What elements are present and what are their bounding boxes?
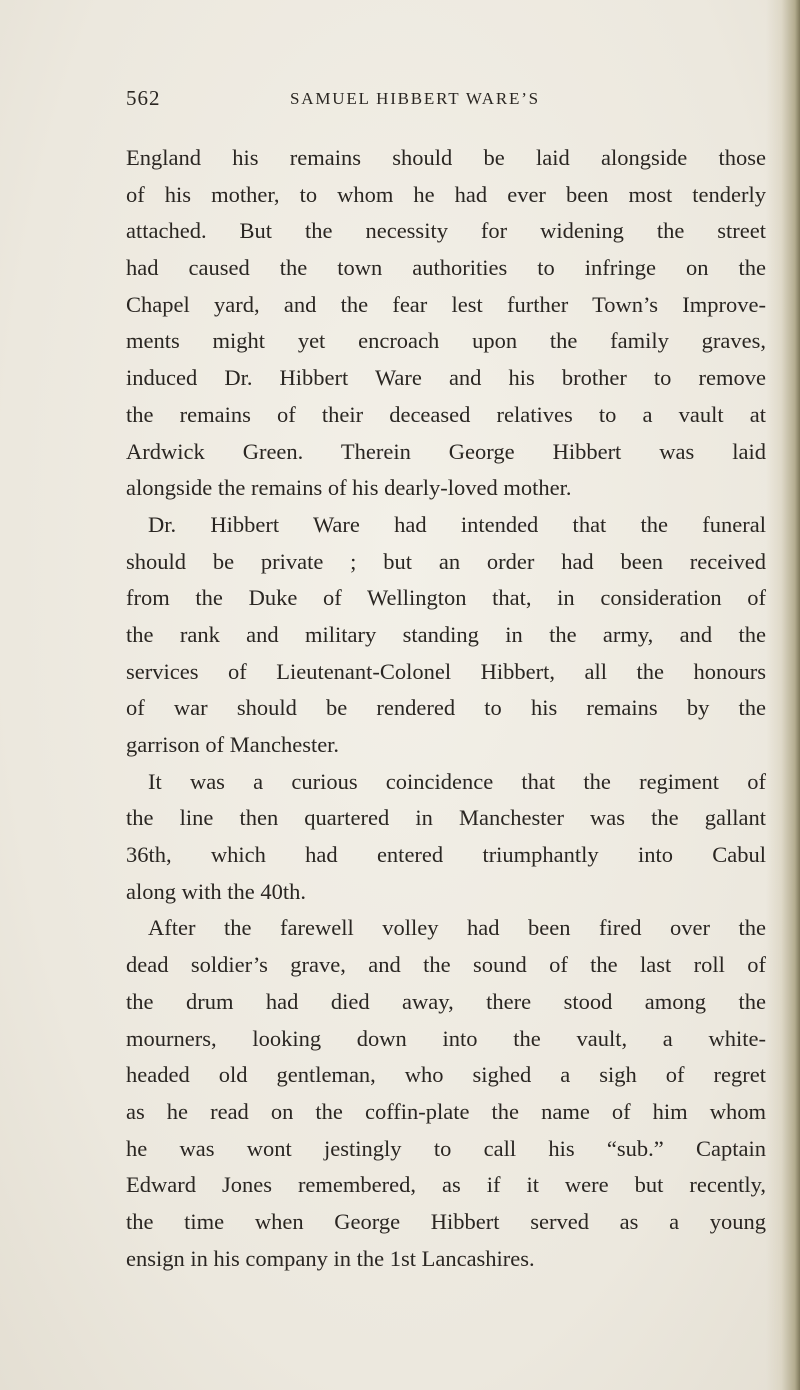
page-number: 562 <box>126 86 161 110</box>
text-line: the drum had died away, there stood among the <box>126 988 766 1014</box>
paragraph-start-line: After the farewell volley had been fired over the <box>148 915 766 941</box>
text-line: along with the 40th. <box>126 878 306 904</box>
page-edge-shadow <box>766 0 800 1390</box>
text-line: had caused the town authorities to infringe on the <box>126 255 766 281</box>
text-line: Chapel yard, and the fear lest further Town’s Improve- <box>126 291 766 317</box>
text-line: headed old gentleman, who sighed a sigh of regret <box>126 1062 766 1088</box>
text-line: of his mother, to whom he had ever been most tenderly <box>126 181 766 207</box>
text-line: Edward Jones remembered, as if it were but recently, <box>126 1172 766 1198</box>
text-line: he was wont jestingly to call his “sub.” Captain <box>126 1135 766 1161</box>
text-line: the time when George Hibbert served as a young <box>126 1208 766 1234</box>
text-line: the line then quartered in Manchester was the gallant <box>126 805 766 831</box>
text-line: Ardwick Green. Therein George Hibbert was laid <box>126 438 766 464</box>
text-line: attached. But the necessity for widening the street <box>126 218 766 244</box>
text-line: dead soldier’s grave, and the sound of the last roll of <box>126 952 766 978</box>
running-head <box>126 86 700 118</box>
text-line: should be private ; but an order had been received <box>126 548 766 574</box>
text-line: from the Duke of Wellington that, in consideration of <box>126 585 766 611</box>
text-line: England his remains should be laid alongside those <box>126 145 766 170</box>
text-line: ensign in his company in the 1st Lancashires. <box>126 1245 535 1271</box>
text-line: induced Dr. Hibbert Ware and his brother to remove <box>126 365 766 391</box>
text-line: garrison of Manchester. <box>126 732 340 757</box>
paragraph-start-line: Dr. Hibbert Ware had intended that the funeral <box>148 511 766 537</box>
text-line: ments might yet encroach upon the family graves, <box>126 328 766 354</box>
text-line: the remains of their deceased relatives to a vault at <box>126 401 766 427</box>
body-text <box>126 140 766 1277</box>
text-line: alongside the remains of his dearly-loved mother. <box>126 475 572 501</box>
text-line: the rank and military standing in the army, and the <box>126 621 766 647</box>
running-title: SAMUEL HIBBERT WARE’S <box>290 89 540 108</box>
text-line: as he read on the coffin-plate the name of him whom <box>126 1098 766 1124</box>
paragraph-start-line: It was a curious coincidence that the regiment of <box>148 768 766 794</box>
text-line: services of Lieutenant-Colonel Hibbert, all the honours <box>126 658 766 684</box>
text-line: mourners, looking down into the vault, a white- <box>126 1025 766 1051</box>
text-line: of war should be rendered to his remains by the <box>126 695 766 721</box>
text-line: 36th, which had entered triumphantly into Cabul <box>126 842 766 868</box>
